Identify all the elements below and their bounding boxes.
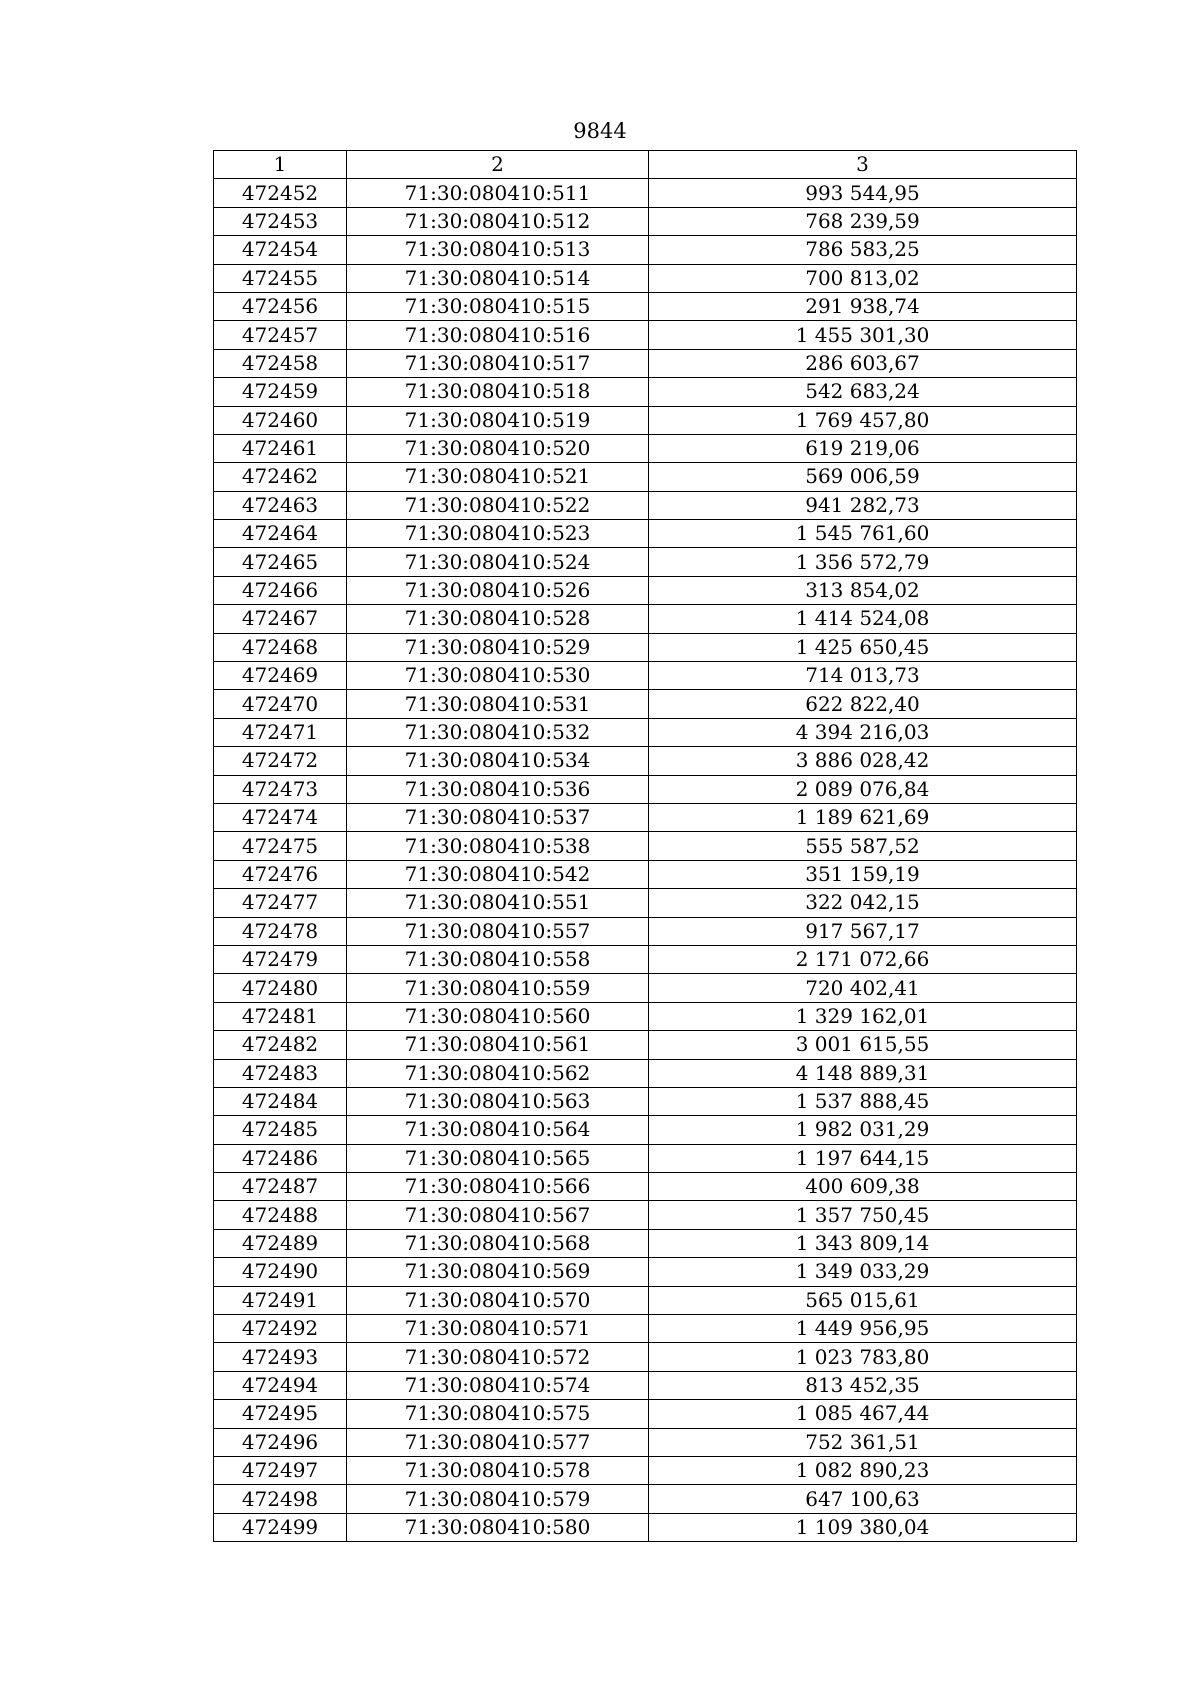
cadastral-value-cell: 752 361,51 (649, 1428, 1077, 1456)
table-row (214, 747, 1077, 775)
cadastral-number-cell: 71:30:080410:563 (347, 1087, 649, 1115)
row-number-cell: 472494 (214, 1371, 347, 1399)
cadastral-number-cell: 71:30:080410:515 (347, 292, 649, 320)
cadastral-number-cell: 71:30:080410:520 (347, 434, 649, 462)
table-row (214, 548, 1077, 576)
row-number-cell: 472458 (214, 349, 347, 377)
cadastral-value-cell: 1 425 650,45 (649, 633, 1077, 661)
table-row (214, 690, 1077, 718)
row-number-cell: 472484 (214, 1087, 347, 1115)
row-number-cell: 472456 (214, 292, 347, 320)
cadastral-number-cell: 71:30:080410:526 (347, 576, 649, 604)
cadastral-number-cell: 71:30:080410:559 (347, 974, 649, 1002)
cadastral-number-cell: 71:30:080410:516 (347, 321, 649, 349)
cadastral-value-cell: 1 769 457,80 (649, 406, 1077, 434)
table-row (214, 264, 1077, 292)
cadastral-number-cell: 71:30:080410:570 (347, 1286, 649, 1314)
page-number: 9844 (573, 119, 627, 143)
cadastral-number-cell: 71:30:080410:532 (347, 718, 649, 746)
cadastral-number-cell: 71:30:080410:580 (347, 1513, 649, 1541)
table-row (214, 1428, 1077, 1456)
cadastral-value-cell: 714 013,73 (649, 662, 1077, 690)
row-number-cell: 472488 (214, 1201, 347, 1229)
cadastral-value-cell: 351 159,19 (649, 860, 1077, 888)
cadastral-number-cell: 71:30:080410:530 (347, 662, 649, 690)
row-number-cell: 472455 (214, 264, 347, 292)
cadastral-number-cell: 71:30:080410:551 (347, 889, 649, 917)
cadastral-number-cell: 71:30:080410:528 (347, 605, 649, 633)
table-row (214, 633, 1077, 661)
table-row (214, 917, 1077, 945)
row-number-cell: 472468 (214, 633, 347, 661)
cadastral-value-cell: 700 813,02 (649, 264, 1077, 292)
table-row (214, 1485, 1077, 1513)
table-row (214, 1087, 1077, 1115)
cadastral-value-cell: 3 001 615,55 (649, 1031, 1077, 1059)
row-number-cell: 472470 (214, 690, 347, 718)
cadastral-number-cell: 71:30:080410:579 (347, 1485, 649, 1513)
row-number-cell: 472465 (214, 548, 347, 576)
cadastral-number-cell: 71:30:080410:522 (347, 491, 649, 519)
row-number-cell: 472452 (214, 179, 347, 207)
row-number-cell: 472462 (214, 463, 347, 491)
table-row (214, 1002, 1077, 1030)
cadastral-value-cell: 313 854,02 (649, 576, 1077, 604)
row-number-cell: 472492 (214, 1315, 347, 1343)
row-number-cell: 472487 (214, 1173, 347, 1201)
cadastral-number-cell: 71:30:080410:524 (347, 548, 649, 576)
cadastral-number-cell: 71:30:080410:538 (347, 832, 649, 860)
cadastral-value-cell: 4 148 889,31 (649, 1059, 1077, 1087)
cadastral-number-cell: 71:30:080410:567 (347, 1201, 649, 1229)
cadastral-number-cell: 71:30:080410:523 (347, 520, 649, 548)
row-number-cell: 472477 (214, 889, 347, 917)
row-number-cell: 472464 (214, 520, 347, 548)
cadastral-value-cell: 542 683,24 (649, 378, 1077, 406)
row-number-cell: 472481 (214, 1002, 347, 1030)
table-row (214, 718, 1077, 746)
cadastral-number-cell: 71:30:080410:521 (347, 463, 649, 491)
table-row (214, 889, 1077, 917)
cadastral-number-cell: 71:30:080410:557 (347, 917, 649, 945)
cadastral-value-cell: 291 938,74 (649, 292, 1077, 320)
table-row (214, 1371, 1077, 1399)
row-number-cell: 472473 (214, 775, 347, 803)
cadastral-value-cell: 555 587,52 (649, 832, 1077, 860)
cadastral-value-cell: 1 189 621,69 (649, 803, 1077, 831)
row-number-cell: 472457 (214, 321, 347, 349)
cadastral-value-cell: 1 349 033,29 (649, 1258, 1077, 1286)
cadastral-number-cell: 71:30:080410:560 (347, 1002, 649, 1030)
row-number-cell: 472475 (214, 832, 347, 860)
table-row (214, 860, 1077, 888)
table-row (214, 1116, 1077, 1144)
row-number-cell: 472497 (214, 1456, 347, 1484)
cadastral-number-cell: 71:30:080410:529 (347, 633, 649, 661)
row-number-cell: 472460 (214, 406, 347, 434)
table-body (214, 179, 1077, 1542)
table-row (214, 1456, 1077, 1484)
cadastral-number-cell: 71:30:080410:534 (347, 747, 649, 775)
table-row (214, 1400, 1077, 1428)
row-number-cell: 472466 (214, 576, 347, 604)
cadastral-number-cell: 71:30:080410:575 (347, 1400, 649, 1428)
cadastral-value-cell: 2 171 072,66 (649, 945, 1077, 973)
row-number-cell: 472483 (214, 1059, 347, 1087)
table-row (214, 1513, 1077, 1541)
column-header-1: 1 (214, 151, 347, 179)
cadastral-value-cell: 1 357 750,45 (649, 1201, 1077, 1229)
table-row (214, 576, 1077, 604)
cadastral-number-cell: 71:30:080410:578 (347, 1456, 649, 1484)
table-row (214, 1201, 1077, 1229)
cadastral-number-cell: 71:30:080410:514 (347, 264, 649, 292)
cadastral-number-cell: 71:30:080410:564 (347, 1116, 649, 1144)
cadastral-number-cell: 71:30:080410:558 (347, 945, 649, 973)
cadastral-value-cell: 786 583,25 (649, 236, 1077, 264)
table-row (214, 1258, 1077, 1286)
table-row (214, 775, 1077, 803)
cadastral-number-cell: 71:30:080410:531 (347, 690, 649, 718)
cadastral-value-cell: 619 219,06 (649, 434, 1077, 462)
cadastral-value-cell: 1 982 031,29 (649, 1116, 1077, 1144)
cadastral-number-cell: 71:30:080410:517 (347, 349, 649, 377)
cadastral-value-cell: 813 452,35 (649, 1371, 1077, 1399)
table-row (214, 434, 1077, 462)
row-number-cell: 472485 (214, 1116, 347, 1144)
table-row (214, 463, 1077, 491)
table-row (214, 207, 1077, 235)
table-row (214, 832, 1077, 860)
cadastral-value-cell: 1 343 809,14 (649, 1229, 1077, 1257)
cadastral-value-cell: 622 822,40 (649, 690, 1077, 718)
table-row (214, 1059, 1077, 1087)
row-number-cell: 472463 (214, 491, 347, 519)
cadastral-value-cell: 286 603,67 (649, 349, 1077, 377)
cadastral-value-cell: 1 082 890,23 (649, 1456, 1077, 1484)
table-row (214, 1144, 1077, 1172)
cadastral-value-cell: 941 282,73 (649, 491, 1077, 519)
cadastral-value-cell: 917 567,17 (649, 917, 1077, 945)
cadastral-value-cell: 569 006,59 (649, 463, 1077, 491)
cadastral-number-cell: 71:30:080410:577 (347, 1428, 649, 1456)
table-row (214, 236, 1077, 264)
cadastral-number-cell: 71:30:080410:542 (347, 860, 649, 888)
table-row (214, 803, 1077, 831)
cadastral-number-cell: 71:30:080410:511 (347, 179, 649, 207)
row-number-cell: 472459 (214, 378, 347, 406)
cadastral-value-cell: 1 449 956,95 (649, 1315, 1077, 1343)
cadastral-value-cell: 1 329 162,01 (649, 1002, 1077, 1030)
cadastral-value-table (213, 150, 1077, 1542)
cadastral-value-cell: 565 015,61 (649, 1286, 1077, 1314)
cadastral-number-cell: 71:30:080410:574 (347, 1371, 649, 1399)
row-number-cell: 472454 (214, 236, 347, 264)
table-row (214, 1315, 1077, 1343)
row-number-cell: 472472 (214, 747, 347, 775)
table-row (214, 945, 1077, 973)
row-number-cell: 472461 (214, 434, 347, 462)
column-header-3: 3 (649, 151, 1077, 179)
row-number-cell: 472491 (214, 1286, 347, 1314)
row-number-cell: 472490 (214, 1258, 347, 1286)
table-row (214, 605, 1077, 633)
table-row (214, 1343, 1077, 1371)
table-row (214, 406, 1077, 434)
column-header-2: 2 (347, 151, 649, 179)
cadastral-value-cell: 1 545 761,60 (649, 520, 1077, 548)
row-number-cell: 472453 (214, 207, 347, 235)
cadastral-number-cell: 71:30:080410:512 (347, 207, 649, 235)
cadastral-value-cell: 1 197 644,15 (649, 1144, 1077, 1172)
row-number-cell: 472496 (214, 1428, 347, 1456)
row-number-cell: 472469 (214, 662, 347, 690)
cadastral-number-cell: 71:30:080410:569 (347, 1258, 649, 1286)
cadastral-value-cell: 1 537 888,45 (649, 1087, 1077, 1115)
cadastral-number-cell: 71:30:080410:519 (347, 406, 649, 434)
row-number-cell: 472499 (214, 1513, 347, 1541)
cadastral-number-cell: 71:30:080410:571 (347, 1315, 649, 1343)
table-row (214, 1031, 1077, 1059)
cadastral-value-cell: 4 394 216,03 (649, 718, 1077, 746)
row-number-cell: 472479 (214, 945, 347, 973)
cadastral-value-cell: 2 089 076,84 (649, 775, 1077, 803)
cadastral-value-cell: 1 414 524,08 (649, 605, 1077, 633)
row-number-cell: 472474 (214, 803, 347, 831)
cadastral-number-cell: 71:30:080410:536 (347, 775, 649, 803)
cadastral-value-cell: 1 023 783,80 (649, 1343, 1077, 1371)
row-number-cell: 472467 (214, 605, 347, 633)
table-row (214, 349, 1077, 377)
cadastral-value-cell: 1 455 301,30 (649, 321, 1077, 349)
cadastral-value-cell: 1 109 380,04 (649, 1513, 1077, 1541)
cadastral-value-cell: 720 402,41 (649, 974, 1077, 1002)
row-number-cell: 472493 (214, 1343, 347, 1371)
cadastral-value-cell: 993 544,95 (649, 179, 1077, 207)
row-number-cell: 472476 (214, 860, 347, 888)
row-number-cell: 472482 (214, 1031, 347, 1059)
cadastral-value-cell: 3 886 028,42 (649, 747, 1077, 775)
row-number-cell: 472478 (214, 917, 347, 945)
table-row (214, 520, 1077, 548)
table-row (214, 1229, 1077, 1257)
cadastral-number-cell: 71:30:080410:537 (347, 803, 649, 831)
table-row (214, 491, 1077, 519)
cadastral-value-cell: 322 042,15 (649, 889, 1077, 917)
cadastral-number-cell: 71:30:080410:518 (347, 378, 649, 406)
table-header-row (214, 151, 1077, 179)
cadastral-value-cell: 400 609,38 (649, 1173, 1077, 1201)
cadastral-number-cell: 71:30:080410:513 (347, 236, 649, 264)
row-number-cell: 472489 (214, 1229, 347, 1257)
cadastral-value-cell: 1 356 572,79 (649, 548, 1077, 576)
cadastral-value-cell: 1 085 467,44 (649, 1400, 1077, 1428)
cadastral-number-cell: 71:30:080410:565 (347, 1144, 649, 1172)
cadastral-number-cell: 71:30:080410:568 (347, 1229, 649, 1257)
table-row (214, 1173, 1077, 1201)
table-row (214, 662, 1077, 690)
row-number-cell: 472498 (214, 1485, 347, 1513)
table-row (214, 179, 1077, 207)
cadastral-number-cell: 71:30:080410:562 (347, 1059, 649, 1087)
cadastral-number-cell: 71:30:080410:566 (347, 1173, 649, 1201)
row-number-cell: 472495 (214, 1400, 347, 1428)
cadastral-value-cell: 768 239,59 (649, 207, 1077, 235)
table-row (214, 378, 1077, 406)
table-row (214, 292, 1077, 320)
row-number-cell: 472480 (214, 974, 347, 1002)
cadastral-value-cell: 647 100,63 (649, 1485, 1077, 1513)
table-row (214, 974, 1077, 1002)
row-number-cell: 472471 (214, 718, 347, 746)
cadastral-number-cell: 71:30:080410:572 (347, 1343, 649, 1371)
row-number-cell: 472486 (214, 1144, 347, 1172)
cadastral-number-cell: 71:30:080410:561 (347, 1031, 649, 1059)
table-row (214, 1286, 1077, 1314)
table-row (214, 321, 1077, 349)
